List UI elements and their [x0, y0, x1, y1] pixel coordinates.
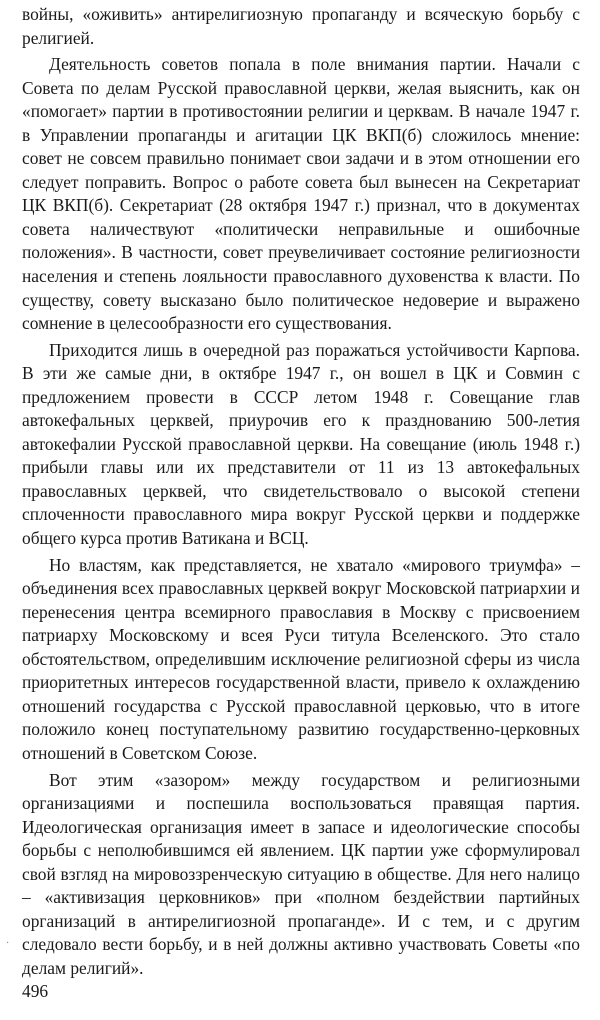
- paragraph-continued: войны, «оживить» антирелигиозную пропаганду и всяческую борьбу с религией.: [22, 4, 580, 48]
- paragraph-council-activity: Деятельность советов попала в поле внимания партии. Начали с Совета по делам Русской православной церкви, желая выяснить, как он «помогает» партии в противостоянии религии и церквам. В начале 1947 г. в Управлении пропаганды и агитации ЦК ВКП(б) сложилось мнение: совет не совсем правильно понимает свои задачи и в этом отношении его следует поправить. Вопрос о работе совета был вынесен на Секретариат ЦК ВКП(б). Секретариат (28 октября 1947 г.) признал, что в документах совета наличествуют «политически неправильные и ошибочные положения». В частности, совет преувеличивает состояние религиозности населения и степень лояльности православного духовенства к власти. По существу, совету высказано было политическое недоверие и выражено сомнение в целесообразности его существования.: [22, 54, 580, 334]
- paragraph-world-triumph: Но властям, как представляется, не хватало «мирового триумфа» – объединения всех православных церквей вокруг Московской патриархии и перенесения центра всемирного православия в Москву с присвоением патриарху Московскому и всея Руси титула Вселенского. Это стало обстоятельством, определившим исключение религиозной сферы из числа приоритетных интересов государственной власти, привело к охлаждению отношений государства с Русской православной церковью, что в итоге положило конец поступательному развитию государственно-церковных отношений в Советском Союзе.: [22, 554, 580, 763]
- paragraph-party-gap: Вот этим «зазором» между государством и религиозными организациями и поспешила воспользоваться правящая партия. Идеологическая организация имеет в запасе и идеологические способы борьбы с неполюбившимся ей явлением. ЦК партии уже сформулировал свой взгляд на мировоззренческую ситуацию в обществе. Для него налицо – «активизация церковников» при «полном бездействии партийных организаций в антирелигиозной пропаганде». И с тем, и с другим следовало вести борьбу, и в ней должны активно участвовать Советы «по делам религий».: [22, 769, 580, 978]
- page-number: 496: [22, 981, 49, 1001]
- margin-mark: ·: [6, 938, 10, 949]
- body-text: [22, 3, 580, 983]
- paragraph-karpov: Приходится лишь в очередной раз поражаться устойчивости Карпова. В эти же самые дни, в октябре 1947 г., он вошел в ЦК и Совмин с предложением провести в СССР летом 1948 г. Совещание глав автокефальных церквей, приурочив его к празднованию 500-летия автокефалии Русской православной церкви. На совещание (июль 1948 г.) прибыли главы или их представители от 11 из 13 автокефальных православных церквей, что свидетельствовало о высокой степени сплоченности православного мира вокруг Русской церкви и поддержке общего курса против Ватикана и ВСЦ.: [22, 339, 580, 549]
